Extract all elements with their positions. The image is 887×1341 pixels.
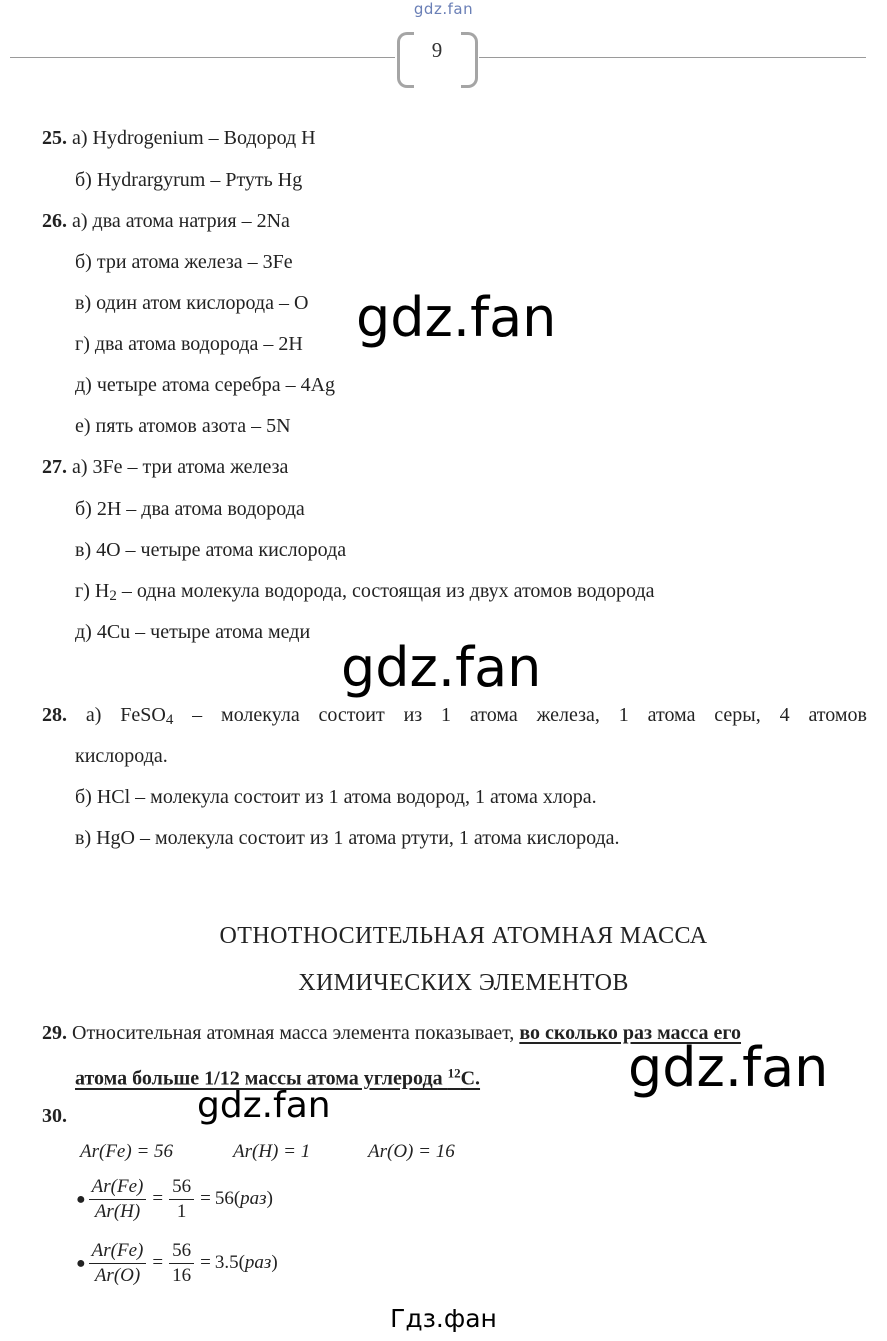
watermark: gdz.fan — [356, 286, 557, 349]
fraction-symbolic: $\frac{Ar(Fe)}{Ar(H)}$ — [89, 1175, 147, 1224]
equation-fe-h: ● $\frac{Ar(Fe)}{Ar(H)}$ = $\frac{56}{1}$ = 56(раз) — [76, 1176, 273, 1222]
item-28-a — [42, 702, 867, 733]
item-text: а) Hydrogenium – Водород H — [72, 127, 316, 149]
given-ar-h: Ar(H) = 1 — [233, 1141, 311, 1162]
item-number: 30. — [42, 1105, 67, 1127]
item-text: а) два атома натрия – 2Na — [72, 210, 290, 232]
emphasis-text-pre: атома больше 1/12 массы атома углерода — [75, 1067, 448, 1090]
item-25-b: б) Hydrargyrum – Ртуть Hg — [75, 169, 303, 191]
page-number: 9 — [431, 38, 443, 62]
item-27-a — [42, 454, 288, 480]
item-number: 25. — [42, 127, 67, 149]
fraction-numeric: $\frac{56}{16}$ — [169, 1239, 194, 1288]
given-ar-o: Ar(O) = 16 — [368, 1141, 455, 1162]
item-text: а) 3Fe – три атома железа — [72, 456, 289, 478]
item-28-a-cont: кислорода. — [75, 745, 168, 767]
item-28-v: в) HgO – молекула состоит из 1 атома ртути, 1 атома кислорода. — [75, 827, 620, 849]
section-title-line-2: ХИМИЧЕСКИХ ЭЛЕМЕНТОВ — [298, 970, 629, 996]
watermark: gdz.fan — [197, 1085, 331, 1126]
given-ar-fe: Ar(Fe) = 56 — [80, 1141, 174, 1162]
emphasis-text-post: С. — [460, 1067, 481, 1090]
item-26-g: г) два атома водорода – 2H — [75, 333, 303, 355]
item-27-b: б) 2H – два атома водорода — [75, 498, 305, 520]
item-28-b: б) HCl – молекула состоит из 1 атома водород, 1 атома хлора. — [75, 786, 597, 808]
item-27-g — [75, 578, 655, 609]
watermark: gdz.fan — [628, 1036, 829, 1099]
item-26-v: в) один атом кислорода – O — [75, 292, 309, 314]
item-26-a — [42, 208, 290, 234]
result-value: 56( — [214, 1187, 241, 1209]
fraction-numeric: $\frac{56}{1}$ — [169, 1175, 194, 1224]
item-text-pre: г) H — [75, 580, 110, 602]
superscript: 12 — [447, 1065, 461, 1080]
item-26-d: д) четыре атома серебра – 4Ag — [75, 374, 336, 396]
item-text-post: – одна молекула водорода, состоящая из двух атомов водорода — [116, 580, 655, 602]
item-number: 27. — [42, 456, 67, 478]
watermark: gdz.fan — [341, 636, 542, 699]
footer-site-name: Гдз.фан — [390, 1304, 497, 1333]
result-unit: раз — [240, 1187, 267, 1209]
site-mark: gdz.fan — [413, 0, 474, 18]
item-30-number — [42, 1103, 67, 1129]
item-text: Относительная атомная масса элемента показывает, — [72, 1022, 520, 1044]
result-value: 3.5( — [214, 1251, 245, 1273]
item-25-a — [42, 125, 316, 151]
page-number-bracket-right — [461, 32, 478, 88]
item-27-v: в) 4O – четыре атома кислорода — [75, 539, 347, 561]
item-27-d: д) 4Cu – четыре атома меди — [75, 621, 311, 643]
item-26-b: б) три атома железа – 3Fe — [75, 251, 293, 273]
item-number: 26. — [42, 210, 67, 232]
subscript: 4 — [165, 712, 174, 728]
item-text-post: – молекула состоит из 1 атома железа, 1 атома серы, 4 атомов — [173, 704, 868, 726]
fraction-symbolic: $\frac{Ar(Fe)}{Ar(O)}$ — [89, 1239, 147, 1288]
subscript: 2 — [109, 588, 117, 604]
page-number-bracket-left — [397, 32, 414, 88]
bullet-icon: ● — [76, 1254, 86, 1272]
emphasis-text: во сколько раз масса его — [519, 1022, 742, 1044]
bullet-icon: ● — [76, 1190, 86, 1208]
item-26-e: е) пять атомов азота – 5N — [75, 415, 291, 437]
result-unit: раз — [244, 1251, 272, 1273]
equation-fe-o: ● $\frac{Ar(Fe)}{Ar(O)}$ = $\frac{56}{16}$ = 3.5(раз) — [76, 1240, 278, 1286]
header-rule-left — [10, 57, 395, 58]
section-title-line-1: ОТНОТНОСИТЕЛЬНАЯ АТОМНАЯ МАССА — [219, 923, 708, 949]
item-number: 28. — [42, 704, 67, 726]
item-number: 29. — [42, 1022, 67, 1044]
header-rule-right — [479, 57, 866, 58]
item-text-pre: а) FeSO — [85, 704, 166, 726]
